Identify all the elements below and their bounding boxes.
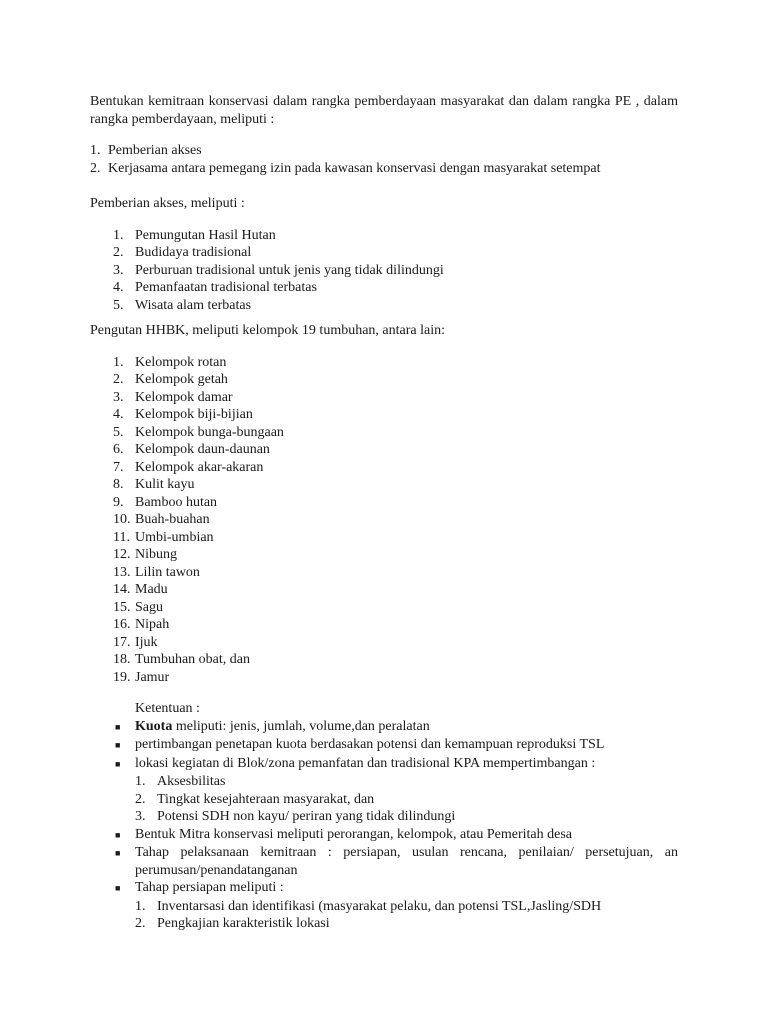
bullet-item <box>115 844 678 879</box>
item-text <box>135 718 678 736</box>
list-item <box>113 651 678 669</box>
item-number: 17. <box>113 634 131 650</box>
forms-list <box>90 142 678 177</box>
item-number: 18. <box>113 652 131 667</box>
item-text: Nibung <box>135 547 177 562</box>
ketentuan-list <box>90 718 678 774</box>
kuota-text: meliputi: jenis, jumlah, volume,dan peralatan <box>172 718 430 734</box>
item-text: Ijuk <box>135 634 158 650</box>
list-item <box>113 424 678 442</box>
list-item <box>113 581 678 599</box>
item-number: 1. <box>90 143 101 158</box>
item-text: pertimbangan penetapan kuota berdasakan potensi dan kemampuan reproduksi TSL <box>135 737 605 752</box>
item-text: Kelompok akar-akaran <box>135 459 264 475</box>
item-number: 9. <box>113 494 124 510</box>
list-item <box>113 279 678 297</box>
item-text: Tumbuhan obat, dan <box>135 652 250 667</box>
bullet-item <box>115 755 678 774</box>
item-text: Umbi-umbian <box>135 529 214 545</box>
item-text: Pemungutan Hasil Hutan <box>135 227 276 243</box>
item-text: Tahap persiapan meliputi : <box>135 880 284 895</box>
item-number: 2. <box>135 791 146 807</box>
spacer <box>90 340 678 354</box>
kuota-label: Kuota <box>135 718 173 734</box>
item-text: Perburuan tradisional untuk jenis yang tidak dilindungi <box>135 262 444 278</box>
list-item <box>135 773 678 791</box>
item-text: Lilin tawon <box>135 564 200 580</box>
square-bullet-icon: ■ <box>115 829 121 840</box>
item-text: Kelompok getah <box>135 372 228 387</box>
item-number: 6. <box>113 442 124 457</box>
item-text: Pemanfaatan tradisional terbatas <box>135 280 317 295</box>
item-number: 4. <box>113 407 124 422</box>
square-bullet-icon: ■ <box>115 721 121 732</box>
item-number: 3. <box>135 809 146 824</box>
list-item <box>113 297 678 315</box>
item-text: Aksesbilitas <box>157 774 226 789</box>
list-item <box>90 142 678 160</box>
list-item <box>135 898 678 916</box>
item-number: 1. <box>135 774 146 789</box>
list-item <box>113 441 678 459</box>
list-item <box>113 616 678 634</box>
item-text: Bamboo hutan <box>135 494 218 510</box>
list-item <box>113 227 678 245</box>
ketentuan-title: Ketentuan : <box>135 701 200 716</box>
bullet-item <box>115 736 678 755</box>
item-text: Tingkat kesejahteraan masyarakat, dan <box>157 791 375 807</box>
item-text: Buah-buahan <box>135 512 210 527</box>
item-number: 7. <box>113 459 124 475</box>
list-item <box>113 476 678 494</box>
list-item <box>113 459 678 477</box>
item-number: 3. <box>113 389 124 405</box>
item-number: 19. <box>113 669 131 685</box>
item-text: Kelompok bunga-bungaan <box>135 424 284 440</box>
list-item <box>113 494 678 512</box>
spacer <box>90 686 678 700</box>
item-number: 5. <box>113 424 124 440</box>
list-item <box>90 160 678 178</box>
item-number: 1. <box>113 354 124 370</box>
item-text: Nipah <box>135 617 170 632</box>
akses-list <box>90 227 678 315</box>
item-number: 1. <box>113 227 124 243</box>
item-number: 5. <box>113 297 124 313</box>
item-text: Pengkajian karakteristik lokasi <box>157 916 330 931</box>
list-item <box>113 244 678 262</box>
item-text: Tahap pelaksanaan kemitraan : persiapan, usulan rencana, penilaian/ persetujuan, an perumusan/penandatanganan <box>135 845 678 878</box>
spacer <box>90 177 678 195</box>
item-number: 13. <box>113 564 131 580</box>
item-number: 4. <box>113 280 124 295</box>
list-item <box>113 634 678 652</box>
list-item <box>113 529 678 547</box>
list-item <box>135 791 678 809</box>
square-bullet-icon: ■ <box>115 883 121 893</box>
item-number: 2. <box>135 916 146 931</box>
spacer <box>90 128 678 142</box>
list-item <box>113 546 678 564</box>
square-bullet-icon: ■ <box>115 848 121 858</box>
item-number: 8. <box>113 477 124 492</box>
item-text: Kelompok daun-daunan <box>135 442 270 457</box>
document-page <box>90 93 678 933</box>
item-number: 16. <box>113 617 131 632</box>
spacer <box>90 213 678 227</box>
hhbk-heading: Pengutan HHBK, meliputi kelompok 19 tumbuhan, antara lain: <box>90 323 445 338</box>
lokasi-sublist <box>90 773 678 826</box>
bullet-item <box>115 826 678 845</box>
list-item <box>113 354 678 372</box>
list-item <box>113 406 678 424</box>
list-item <box>135 808 678 826</box>
item-text: Wisata alam terbatas <box>135 297 252 313</box>
item-text: Sagu <box>135 599 163 615</box>
list-item <box>113 564 678 582</box>
item-number: 14. <box>113 582 131 597</box>
hhbk-list <box>90 354 678 687</box>
ketentuan-list-continued <box>90 826 678 898</box>
item-text: Madu <box>135 582 168 597</box>
list-item <box>113 389 678 407</box>
item-text: Kulit kayu <box>135 477 195 492</box>
item-text: Budidaya tradisional <box>135 245 252 260</box>
list-item <box>113 669 678 687</box>
bullet-item <box>115 879 678 898</box>
persiapan-sublist <box>90 898 678 933</box>
item-number: 2. <box>113 245 124 260</box>
item-text: lokasi kegiatan di Blok/zona pemanfatan dan tradisional KPA mempertimbangan : <box>135 755 596 771</box>
item-number: 15. <box>113 599 131 615</box>
item-number: 11. <box>113 529 130 545</box>
item-text: Inventarsasi dan identifikasi (masyarakat pelaku, dan potensi TSL,Jasling/SDH <box>157 898 602 914</box>
item-number: 10. <box>113 512 131 527</box>
item-number: 12. <box>113 547 131 562</box>
square-bullet-icon: ■ <box>115 740 121 750</box>
list-item <box>113 262 678 280</box>
item-number: 3. <box>113 262 124 278</box>
item-text: Bentuk Mitra konservasi meliputi perorangan, kelompok, atau Pemeritah desa <box>135 826 572 842</box>
bullet-item-kuota <box>115 718 678 737</box>
spacer <box>90 314 678 322</box>
item-text: Potensi SDH non kayu/ periran yang tidak dilindungi <box>157 809 456 824</box>
item-text: Kelompok biji-bijian <box>135 407 253 422</box>
item-text: Pemberian akses <box>108 143 202 158</box>
list-item <box>113 371 678 389</box>
item-text: Kelompok rotan <box>135 354 227 370</box>
item-text: Kerjasama antara pemegang izin pada kawasan konservasi dengan masyarakat setempat <box>108 160 601 176</box>
intro-paragraph: Bentukan kemitraan konservasi dalam rangka pemberdayaan masyarakat dan dalam rangka PE , dalam rangka pemberdayaan, meliputi : <box>90 94 678 127</box>
item-number: 2. <box>90 160 101 176</box>
item-text: Jamur <box>135 669 170 685</box>
akses-heading: Pemberian akses, meliputi : <box>90 196 245 211</box>
square-bullet-icon: ■ <box>115 758 121 769</box>
item-number: 1. <box>135 898 146 914</box>
item-text: Kelompok damar <box>135 389 233 405</box>
list-item <box>113 511 678 529</box>
list-item <box>113 599 678 617</box>
item-number: 2. <box>113 372 124 387</box>
list-item <box>135 915 678 933</box>
